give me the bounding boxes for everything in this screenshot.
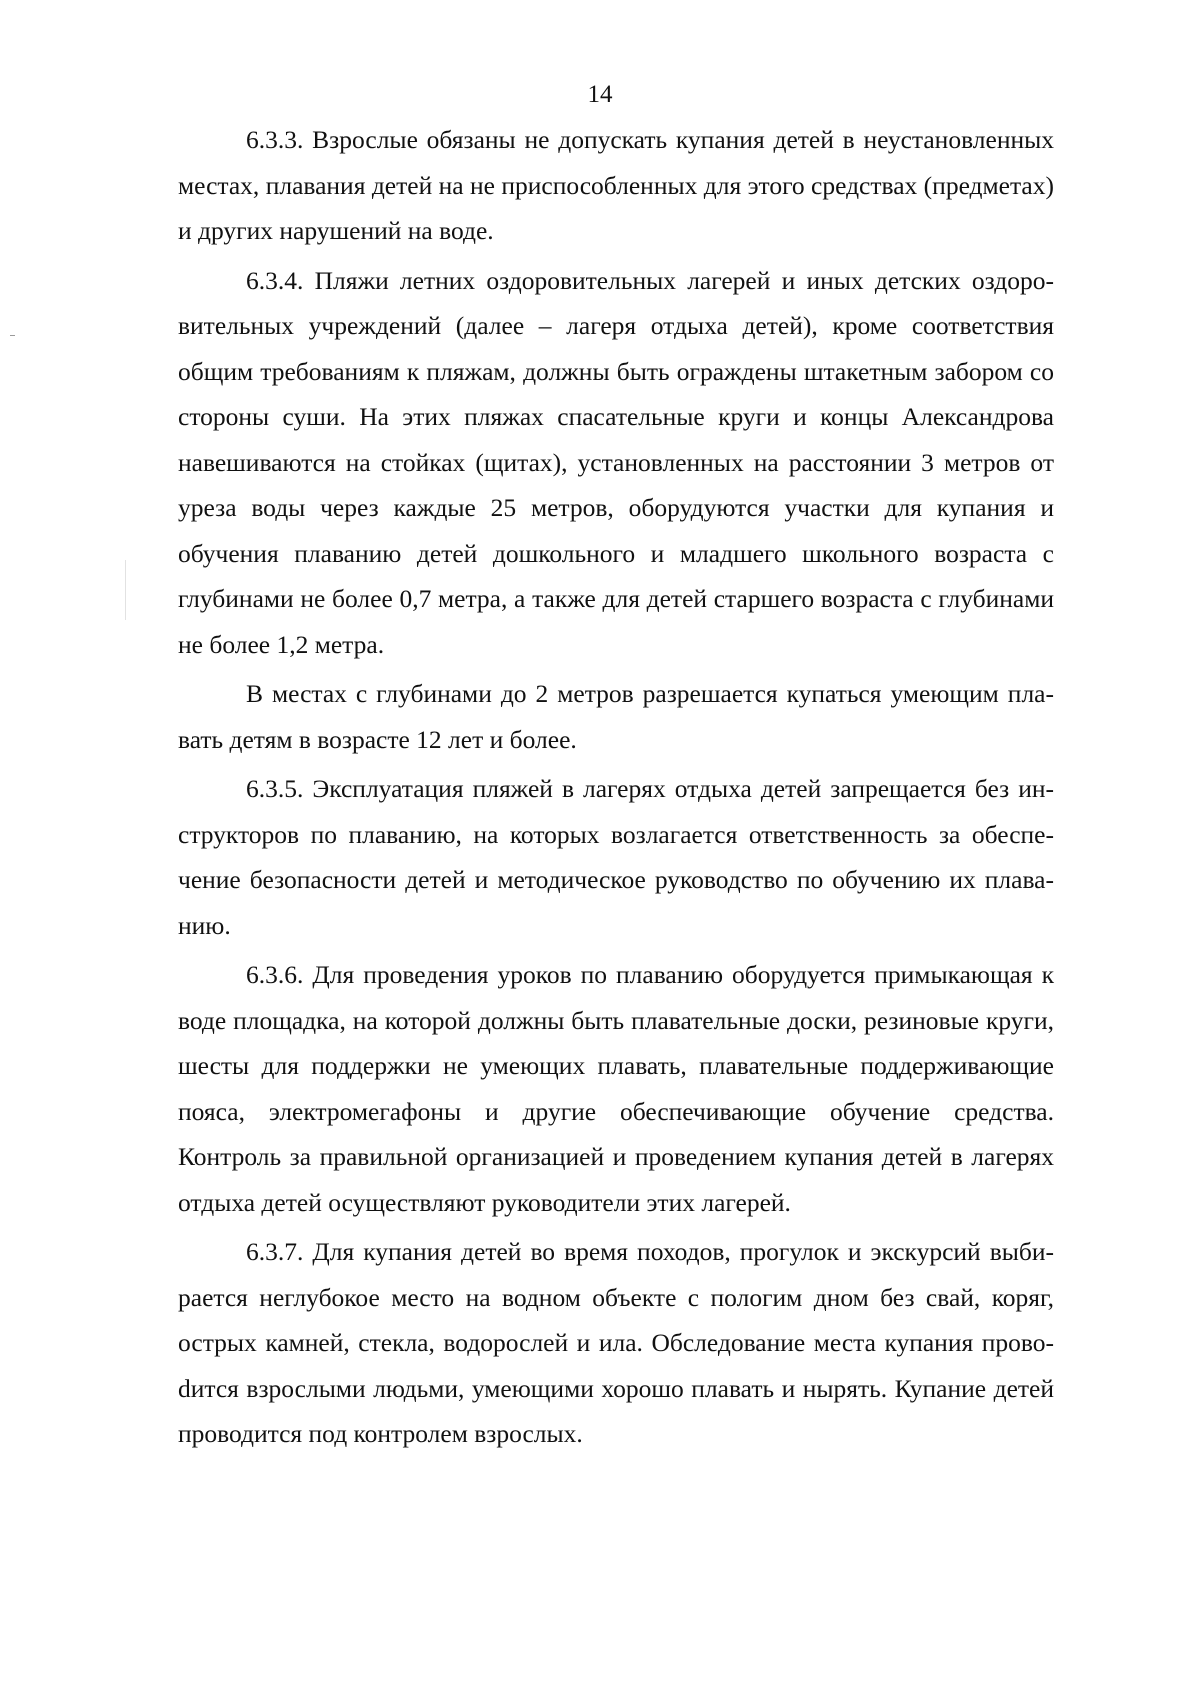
page-number: 14 <box>587 81 613 108</box>
scan-margin-artifact <box>125 560 126 620</box>
paragraph-6-3-7: 6.3.7. Для купания детей во время походов, прогулок и экскурсий выбирается неглубокое место на водном объекте с пологим дном без свай, коряг, острых камней, стекла, водорослей и ила. Обследование места купания провоdится взрослыми людьми, умеющими хорошо плавать и нырять. Купание детей проводится под контролем взрослых. <box>178 1237 1054 1448</box>
scan-speck <box>10 335 15 336</box>
document-body <box>178 117 1054 1461</box>
paragraph-depth-2m: В местах с глубинами до 2 метров разрешается купаться умеющим плавать детям в возрасте 12 лет и более. <box>178 679 1054 754</box>
paragraph-6-3-5: 6.3.5. Эксплуатация пляжей в лагерях отдыха детей запрещается без инструкторов по плаванию, на которых возлагается ответственность за обеспечение безопасности детей и методическое руководство по обучению их плаванию. <box>178 774 1054 940</box>
paragraph-6-3-4: 6.3.4. Пляжи летних оздоровительных лагерей и иных детских оздоровительных учреждений (далее – лагеря отдыха детей), кроме соответствия общим требованиям к пляжам, должны быть ограждены штакетным забором со стороны суши. На этих пляжах спасательные круги и концы Александрова навешиваются на стойках (щитах), установленных на расстоянии 3 метров от уреза воды через каждые 25 метров, оборудуются участки для купания и обучения плаванию детей дошкольного и младшего школьного возраста с глубинами не более 0,7 метра, а также для детей старшего возраста с глубинами не более 1,2 метра. <box>178 265 1054 659</box>
paragraph-6-3-3: 6.3.3. Взрослые обязаны не допускать купания детей в неустановленных местах, плавания детей на не приспособленных для этого средствах (предметах) и других нарушений на воде. <box>178 125 1054 245</box>
paragraph-6-3-6: 6.3.6. Для проведения уроков по плаванию оборудуется примыкающая к воде площадка, на которой должны быть плавательные доски, резиновые круги, шесты для поддержки не умеющих плавать, плавательные поддерживающие пояса, электромегафоны и другие обеспечивающие обучение средства. Контроль за правильной организацией и проведением купания детей в лагерях отдыха детей осуществляют руководители этих лагерей. <box>178 960 1054 1217</box>
